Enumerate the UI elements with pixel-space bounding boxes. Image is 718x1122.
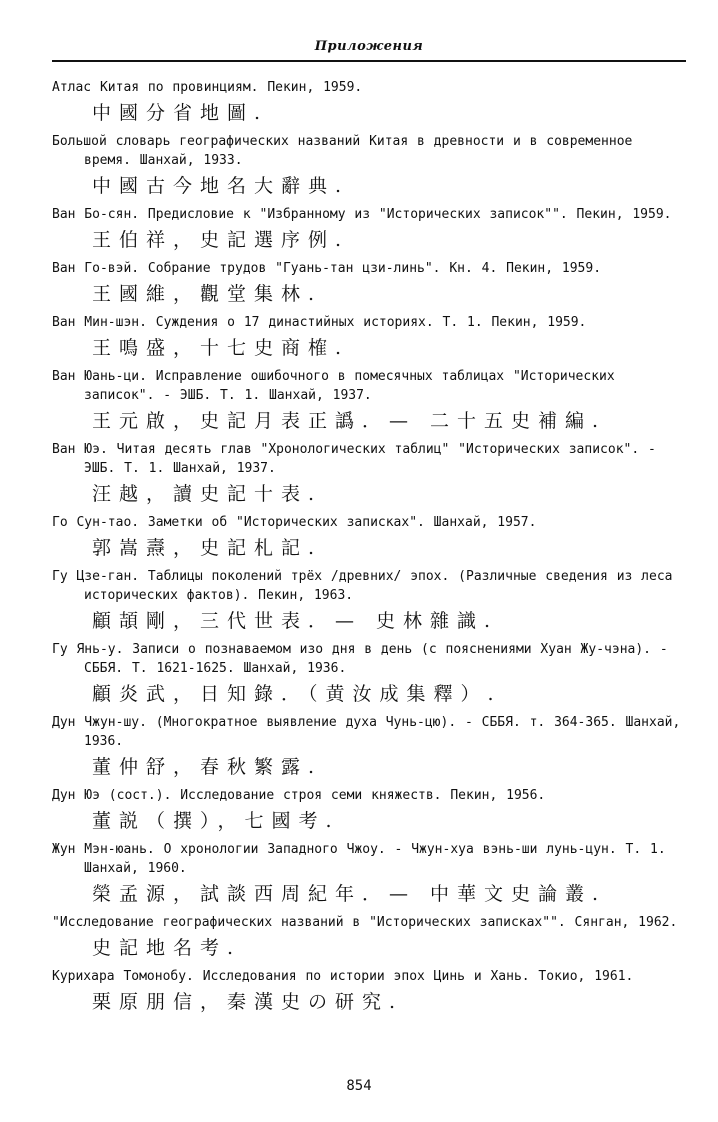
bibliography-entry	[52, 367, 686, 435]
bibliography-entry	[52, 78, 686, 127]
entry-citation: Ван Юэ. Читая десять глав "Хронологических таблиц" "Исторических записок". - ЭШБ. Т. 1. Шанхай, 1937.	[52, 442, 656, 476]
entry-chinese-title: 榮孟源，試談西周紀年．— 中華文史論叢.	[92, 883, 607, 905]
entry-citation: Атлас Китая по провинциям. Пекин, 1959.	[52, 80, 363, 95]
entry-chinese-title: 中國分省地圖.	[92, 102, 269, 124]
entry-citation: Ван Бо-сян. Предисловие к "Избранному из "Исторических записок"". Пекин, 1959.	[52, 207, 672, 222]
entry-citation: Ван Мин-шэн. Суждения о 17 династийных историях. Т. 1. Пекин, 1959.	[52, 315, 587, 330]
entry-citation: Ван Го-вэй. Собрание трудов "Гуань-тан цзи-линь". Кн. 4. Пекин, 1959.	[52, 261, 602, 276]
bibliography-list	[52, 78, 686, 1021]
bibliography-entry	[52, 840, 686, 908]
bibliography-entry	[52, 913, 686, 962]
entry-chinese-title: 史記地名考.	[92, 937, 242, 959]
bibliography-entry	[52, 205, 686, 254]
bibliography-entry	[52, 786, 686, 835]
entry-citation: Ван Юань-ци. Исправление ошибочного в помесячных таблицах "Исторических записок". - ЭШБ. Т. 1. Шанхай, 1937.	[52, 369, 615, 403]
entry-chinese-title: 王國維，觀堂集林.	[92, 283, 323, 305]
entry-citation: Го Сун-тао. Заметки об "Исторических записках". Шанхай, 1957.	[52, 515, 537, 530]
bibliography-entry	[52, 713, 686, 781]
bibliography-entry	[52, 640, 686, 708]
entry-chinese-title: 顧頡剛，三代世表．— 史林雜識.	[92, 610, 499, 632]
entry-chinese-title: 王元啟，史記月表正譌．— 二十五史補編.	[92, 410, 607, 432]
bibliography-entry	[52, 567, 686, 635]
entry-chinese-title: 汪越，讀史記十表.	[92, 483, 323, 505]
bibliography-entry	[52, 967, 686, 1016]
header-title: Приложения	[314, 39, 424, 54]
bibliography-entry	[52, 132, 686, 200]
entry-citation: Курихара Томонобу. Исследования по истории эпох Цинь и Хань. Токио, 1961.	[52, 969, 634, 984]
entry-chinese-title: 郭嵩燾，史記札記.	[92, 537, 323, 559]
entry-citation: "Исследование географических названий в "Исторических записках"". Сянган, 1962.	[52, 915, 678, 930]
bibliography-entry	[52, 313, 686, 362]
entry-chinese-title: 王伯祥，史記選序例.	[92, 229, 350, 251]
bibliography-entry	[52, 440, 686, 508]
entry-chinese-title: 中國古今地名大辭典.	[92, 175, 350, 197]
running-header	[52, 36, 686, 62]
page-number: 854	[346, 1078, 372, 1094]
entry-citation: Гу Янь-у. Записи о познаваемом изо дня в день (с пояснениями Хуан Жу-чэна). - СББЯ. Т. 1621-1625. Шанхай, 1936.	[52, 642, 668, 676]
entry-citation: Гу Цзе-ган. Таблицы поколений трёх /древних/ эпох. (Различные сведения из леса исторических фактов). Пекин, 1963.	[52, 569, 673, 603]
entry-citation: Дун Чжун-шу. (Многократное выявление духа Чунь-цю). - СББЯ. т. 364-365. Шанхай, 1936.	[52, 715, 681, 749]
entry-citation: Дун Юэ (сост.). Исследование строя семи княжеств. Пекин, 1956.	[52, 788, 546, 803]
entry-chinese-title: 栗原朋信，秦漢史の研究.	[92, 991, 404, 1013]
entry-citation: Жун Мэн-юань. О хронологии Западного Чжоу. - Чжун-хуа вэнь-ши лунь-цун. Т. 1. Шанхай, 1960.	[52, 842, 666, 876]
bibliography-entry	[52, 513, 686, 562]
entry-chinese-title: 王鳴盛，十七史商榷.	[92, 337, 350, 359]
entry-chinese-title: 董説（撰），七國考.	[92, 810, 340, 832]
bibliography-entry	[52, 259, 686, 308]
entry-citation: Большой словарь географических названий Китая в древности и в современное время. Шанхай, 1933.	[52, 134, 633, 168]
entry-chinese-title: 顧炎武，日知錄．（黄汝成集釋）.	[92, 683, 502, 705]
entry-chinese-title: 董仲舒，春秋繁露.	[92, 756, 323, 778]
